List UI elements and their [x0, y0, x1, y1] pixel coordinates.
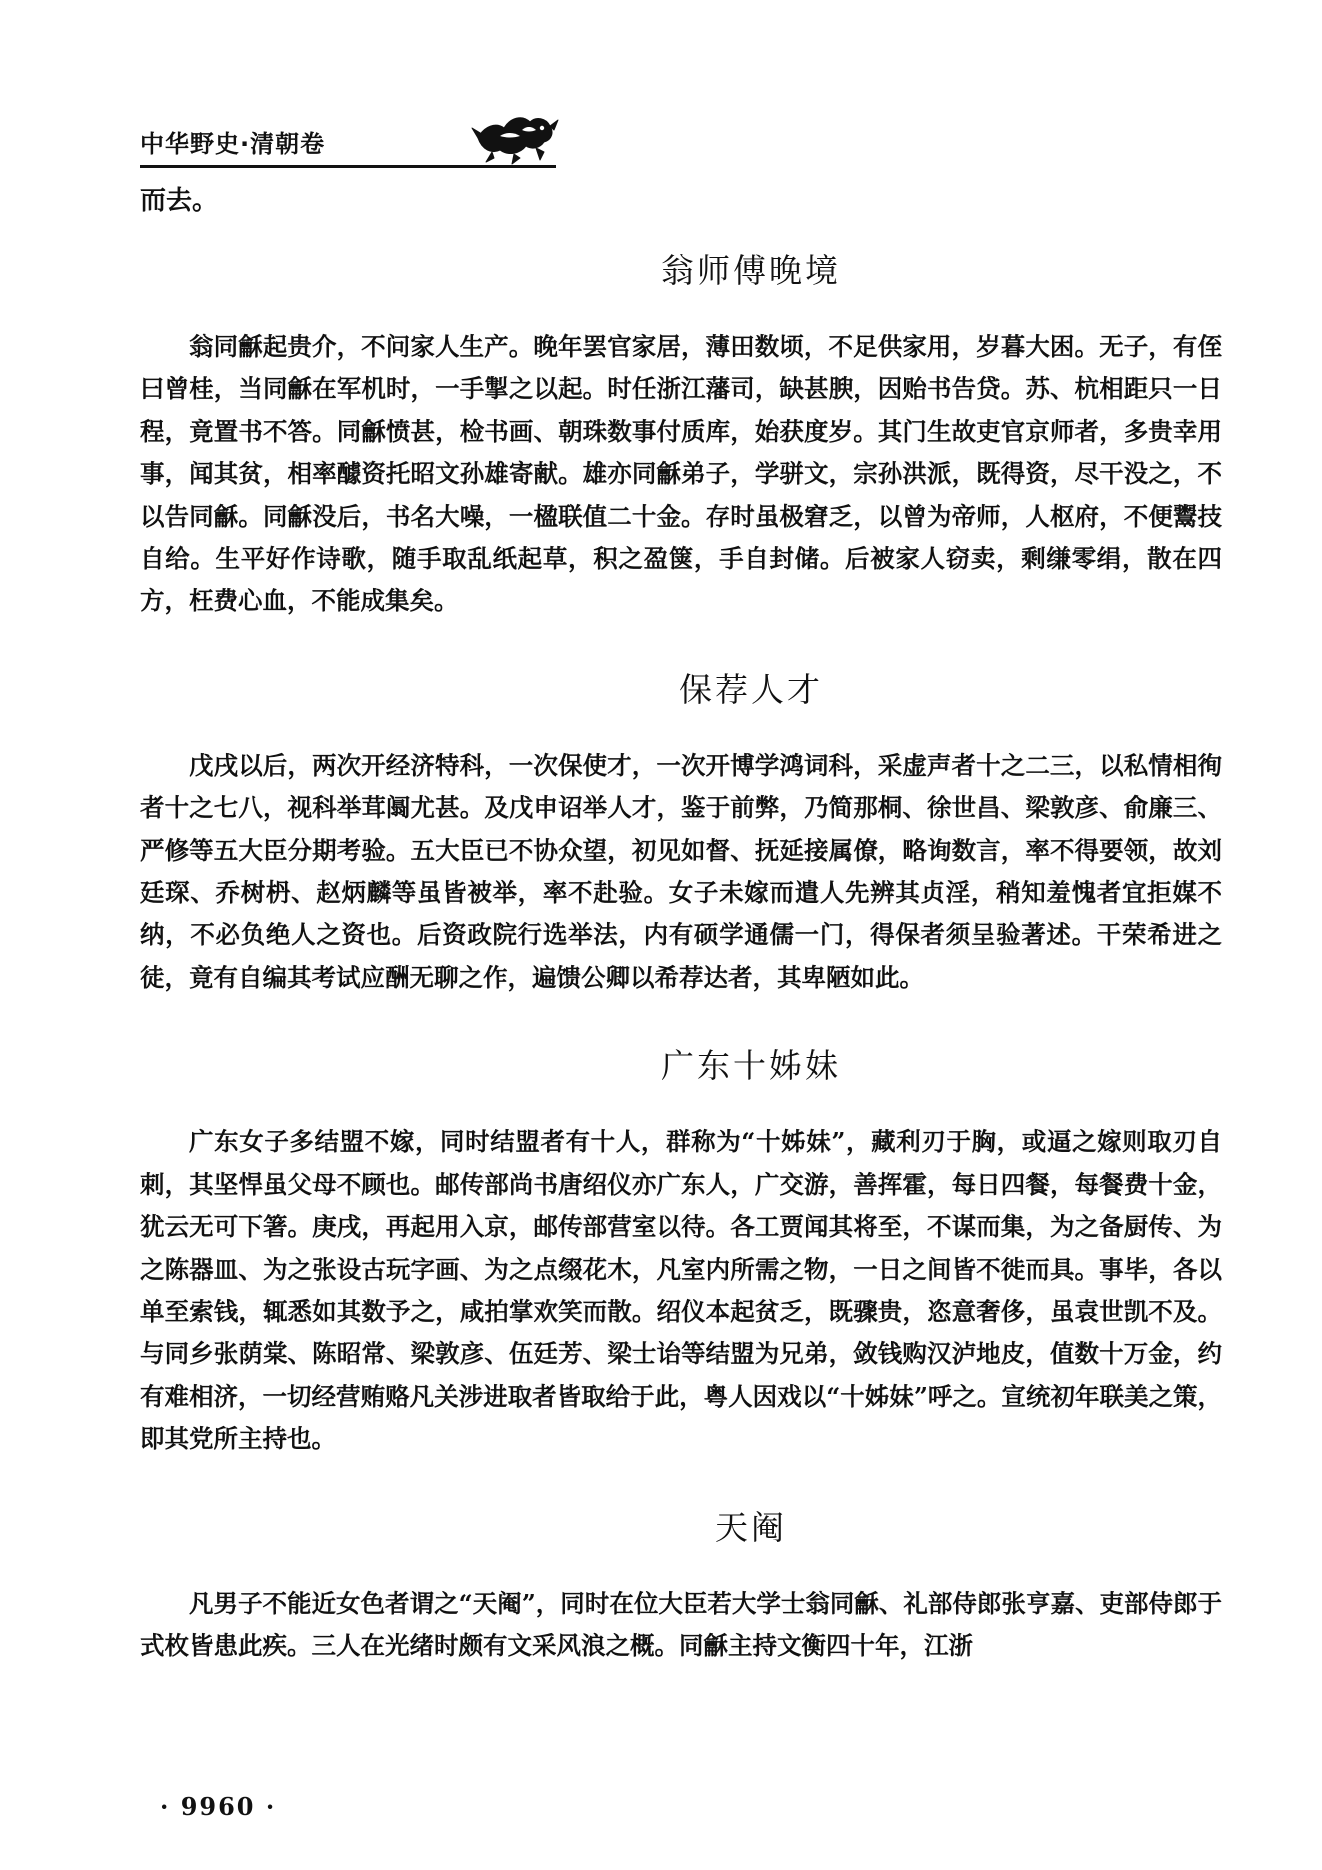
section-title: 保荐人才 — [679, 669, 823, 709]
page-body — [140, 180, 1222, 1667]
running-title: 中华野史·清朝卷 — [140, 130, 326, 158]
continued-text-fragment: 而去。 — [140, 186, 219, 216]
running-head — [140, 118, 556, 170]
section-paragraph: 戊戌以后，两次开经济特科，一次保使才，一次开博学鸿词科，采虚声者十之二三，以私情相徇者十之七八，视科举茸阘尤甚。及戊申诏举人才，鉴于前弊，乃简那桐、徐世昌、梁敦彦、俞廉三、严修等五大臣分期考验。五大臣已不协众望，初见如督、抚延接属僚，略询数言，率不得要领，故刘廷琛、乔树枬、赵炳麟等虽皆被举，率不赴验。女子未嫁而遣人先辨其贞淫，稍知羞愧者宜拒媒不纳，不必负绝人之资也。后资政院行选举法，内有硕学通儒一门，得保者须呈验著述。干荣希进之徒，竟有自编其考试应酬无聊之作，遍馈公卿以希荐达者，其卑陋如此。 — [140, 750, 1222, 992]
section-title: 天阉 — [715, 1507, 787, 1547]
section-title: 翁师傅晚境 — [661, 251, 841, 290]
section-paragraph: 广东女子多结盟不嫁，同时结盟者有十人，群称为“十姊妹”，藏利刃于胸，或逼之嫁则取刃自刺，其坚悍虽父母不顾也。邮传部尚书唐绍仪亦广东人，广交游，善挥霍，每日四餐，每餐费十金，犹云无可下箸。庚戌，再起用入京，邮传部营室以待。各工贾闻其将至，不谋而集，为之备厨传、为之陈器皿、为之张设古玩字画、为之点缀花木，凡室内所需之物，一日之间皆不徙而具。事毕，各以单至索钱，辄悉如其数予之，咸拍掌欢笑而散。绍仪本起贫乏，既骤贵，恣意奢侈，虽袁世凯不及。与同乡张荫棠、陈昭常、梁敦彦、伍廷芳、梁士诒等结盟为兄弟，敛钱购汉泸地皮，值数十万金，约有难相济，一切经营贿赂凡关涉进取者皆取给于此，粤人因戏以“十姊妹”呼之。宣统初年联美之策，即其党所主持也。 — [140, 1127, 1222, 1454]
page-number: · 9960 · — [160, 1792, 277, 1821]
section-paragraph: 翁同龢起贵介，不问家人生产。晚年罢官家居，薄田数顷，不足供家用，岁暮大困。无子，有侄曰曾桂，当同龢在军机时，一手掣之以起。时任浙江藩司，缺甚腴，因贻书告贷。苏、杭相距只一日程，竟置书不答。同龢愤甚，检书画、朝珠数事付质库，始获度岁。其门生故吏官京师者，多贵幸用事，闻其贫，相率醵资托昭文孙雄寄献。雄亦同龢弟子，学骈文，宗孙洪派，既得资，尽干没之，不以告同龢。同龢没后，书名大噪，一楹联值二十金。存时虽极窘乏，以曾为帝师，人枢府，不便鬻技自给。生平好作诗歌，随手取乱纸起草，积之盈箧，手自封储。后被家人窃卖，剩缣零绢，散在四方，枉费心血，不能成集矣。 — [140, 332, 1222, 616]
header-rule — [140, 165, 556, 168]
dragon-emblem-icon — [470, 108, 560, 166]
section-title: 广东十姊妹 — [661, 1046, 841, 1086]
section-paragraph: 凡男子不能近女色者谓之“天阉”，同时在位大臣若大学士翁同龢、礼部侍郎张亨嘉、吏部侍郎于式枚皆患此疾。三人在光绪时颇有文采风浪之概。同龢主持文衡四十年，江浙 — [140, 1588, 1222, 1660]
